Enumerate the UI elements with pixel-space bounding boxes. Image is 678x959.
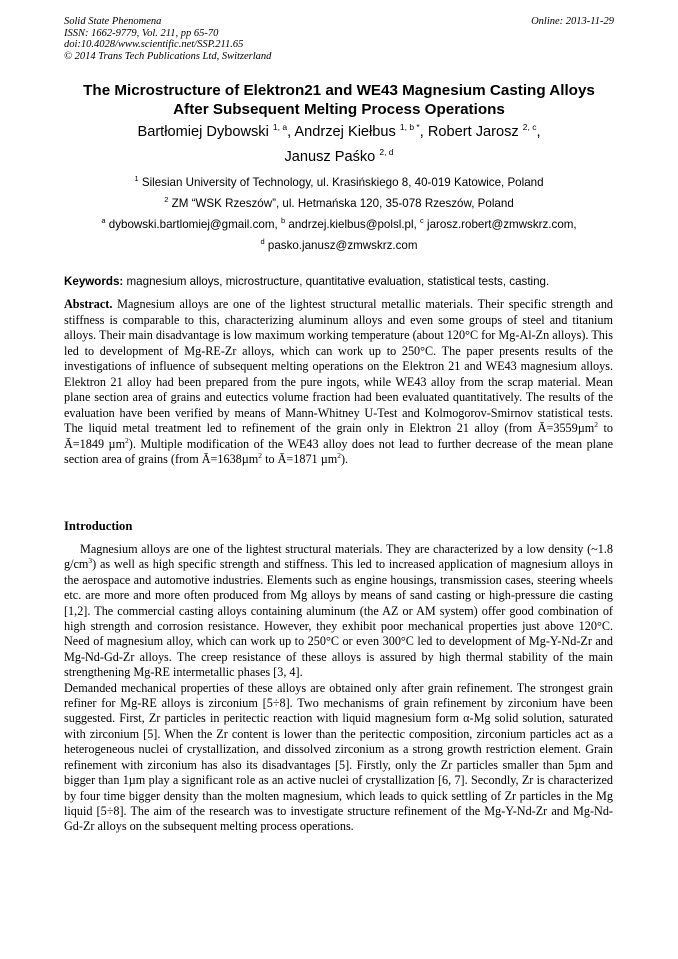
paragraph-text: ) as well as high specific strength and stiffness. This led to increased application of magnesium alloys in the aerospace and automotive industries. Elements such as engine housings, transmission cases, steering wheels etc. are more and more often produced from Mg alloys by means of sand casting or high-pressure die casting [1,2]. The commercial casting alloys containing aluminum (the AZ or AM system) offer good combination of high strength and corrosion resistance. However, they exhibit poor mechanical properties just above 120°C. Need of magnesium alloy, which can work up to 250°C or even 300°C led to development of Mg-Y-Nd-Zr and Mg-Nd-Gd-Zr alloys. The creep resistance of these alloys is assured by high thermal stability of the main strengthening Mg-RE intermetallic phases [3, 4]. xyxy=(64,557,613,680)
keywords-label: Keywords: xyxy=(64,275,124,288)
affiliation-mark: 1 xyxy=(134,174,139,183)
author-name: Bartłomiej Dybowski xyxy=(137,124,269,140)
copyright-line: © 2014 Trans Tech Publications Ltd, Switzerland xyxy=(64,50,272,62)
section-heading: Introduction xyxy=(64,519,133,533)
author-name: Janusz Paśko xyxy=(284,149,376,165)
author-separator: , xyxy=(536,124,541,140)
author-name: Robert Jarosz xyxy=(427,124,519,140)
issn-line: ISSN: 1662-9779, Vol. 211, pp 65-70 xyxy=(64,27,219,39)
affiliations xyxy=(40,172,638,256)
author-affil-mark: 1, a xyxy=(272,122,288,132)
affiliation-mark: 2 xyxy=(164,195,169,204)
affiliation-2 xyxy=(40,193,638,214)
keywords xyxy=(64,274,618,289)
affiliation-text: Silesian University of Technology, ul. Krasińskiego 8, 40-019 Katowice, Poland xyxy=(141,176,544,189)
doi-line: doi:10.4028/www.scientific.net/SSP.211.65 xyxy=(64,39,244,51)
email-line-2 xyxy=(40,235,638,256)
introduction-body xyxy=(64,542,613,835)
author-line-1 xyxy=(60,120,618,145)
abstract-text: to Ā=1871 µm xyxy=(262,452,338,466)
journal-info xyxy=(64,16,271,62)
abstract-text: ). xyxy=(340,452,349,466)
email-address: andrzej.kielbus@polsl.pl, xyxy=(288,218,417,231)
affiliation-1 xyxy=(40,172,638,193)
paragraph: Demanded mechanical properties of these alloys are obtained only after grain refinement. The strongest grain refiner for Mg-RE alloys is zirconium [5÷8]. Two mechanisms of grain refinement by zirconium have been suggested. First, Zr particles in peritectic reaction with liquid magnesium form α-Mg solid solution, saturated with zirconium [5]. When the Zr content is lower than the peritectic composition, zirconium particles act as a heterogeneous nuclei of crystallization, and dissolved zirconium as a strong growth restriction element. Grain refinement with zirconium has also its disadvantages [5]. Firstly, only the Zr particles smaller than 5µm and bigger than 1µm play a significant role as an active nuclei of crystallization [6, 7]. Secondly, Zr is characterized by four time bigger density than the molten magnesium, which leads to quick settling of Zr particles in the Mg liquid [5÷8]. The aim of the research was to investigate structure refinement of the Mg-Y-Nd-Zr and Mg-Nd-Gd-Zr alloys on the subsequent melting process operations. xyxy=(64,680,613,834)
publication-header xyxy=(64,16,614,62)
online-date: Online: 2013-11-29 xyxy=(531,16,614,27)
abstract xyxy=(64,297,613,468)
abstract-text: Magnesium alloys are one of the lightest structural metallic materials. Their specific strength and stiffness is comparable to this, characterizing aluminum alloys and even some groups of steel and titanium alloys. Their main disadvantage is low maximum working temperature (about 120°C for Mg-Al-Zn alloys). This led to development of Mg-RE-Zr alloys, which can work up to 250°C. The paper presents results of the investigations of influence of subsequent melting operations on the Elektron 21 and WE43 magnesium alloys. Elektron 21 alloy had been prepared from the pure ingots, while WE43 alloy from the scrap material. Mean plane section area of grains and eutectics volume fraction had been evaluated quantitatively. The results of the evaluation have been verified by means of Mann-Whitney U-Test and Kolmogorov-Smirnov statistical tests. The liquid metal treatment led to refinement of the grain only in Elektron 21 alloy (from Ā=3559µm xyxy=(64,297,614,435)
keywords-text: magnesium alloys, microstructure, quantitative evaluation, statistical tests, casting. xyxy=(126,275,550,288)
title-line-1: The Microstructure of Elektron21 and WE43 Magnesium Casting Alloys xyxy=(83,82,595,99)
author-separator: , xyxy=(419,124,428,140)
superscript: 3 xyxy=(88,556,93,566)
abstract-text: ). Multiple modification of the WE43 alloy does not lead to further decrease of the mean plane section area of grains (from Ā=1638µm xyxy=(64,436,613,466)
title-line-2: After Subsequent Melting Process Operations xyxy=(173,101,505,118)
email-mark: c xyxy=(420,216,424,225)
email-mark: a xyxy=(101,216,106,225)
superscript: 2 xyxy=(337,451,341,460)
author-affil-mark: 2, d xyxy=(379,147,394,157)
paper-title xyxy=(40,81,638,119)
email-address: jarosz.robert@zmwskrz.com, xyxy=(427,218,577,231)
affiliation-text: ZM “WSK Rzeszów”, ul. Hetmańska 120, 35-078 Rzeszów, Poland xyxy=(171,197,514,210)
email-mark: d xyxy=(260,237,265,246)
email-address: pasko.janusz@zmwskrz.com xyxy=(267,239,418,252)
superscript: 2 xyxy=(125,435,129,445)
author-name: Andrzej Kiełbus xyxy=(294,124,396,140)
abstract-label: Abstract. xyxy=(64,297,113,311)
paragraph xyxy=(64,542,613,681)
paragraph-text: Magnesium alloys are one of the lightest structural materials. They are characterized by a low density (~1.8 g/cm xyxy=(64,542,613,572)
superscript: 2 xyxy=(258,451,263,460)
author-separator: , xyxy=(287,124,295,140)
email-line-1 xyxy=(40,214,638,235)
author-line-2 xyxy=(60,145,618,170)
journal-name: Solid State Phenomena xyxy=(64,16,162,27)
author-affil-mark: 1, b * xyxy=(399,122,420,132)
author-list xyxy=(60,120,618,170)
author-affil-mark: 2, c xyxy=(522,122,537,132)
abstract-text: to Ā=1849 µm xyxy=(64,421,613,451)
superscript: 2 xyxy=(594,420,598,429)
email-address: dybowski.bartlomiej@gmail.com, xyxy=(108,218,278,231)
email-mark: b xyxy=(280,216,286,225)
